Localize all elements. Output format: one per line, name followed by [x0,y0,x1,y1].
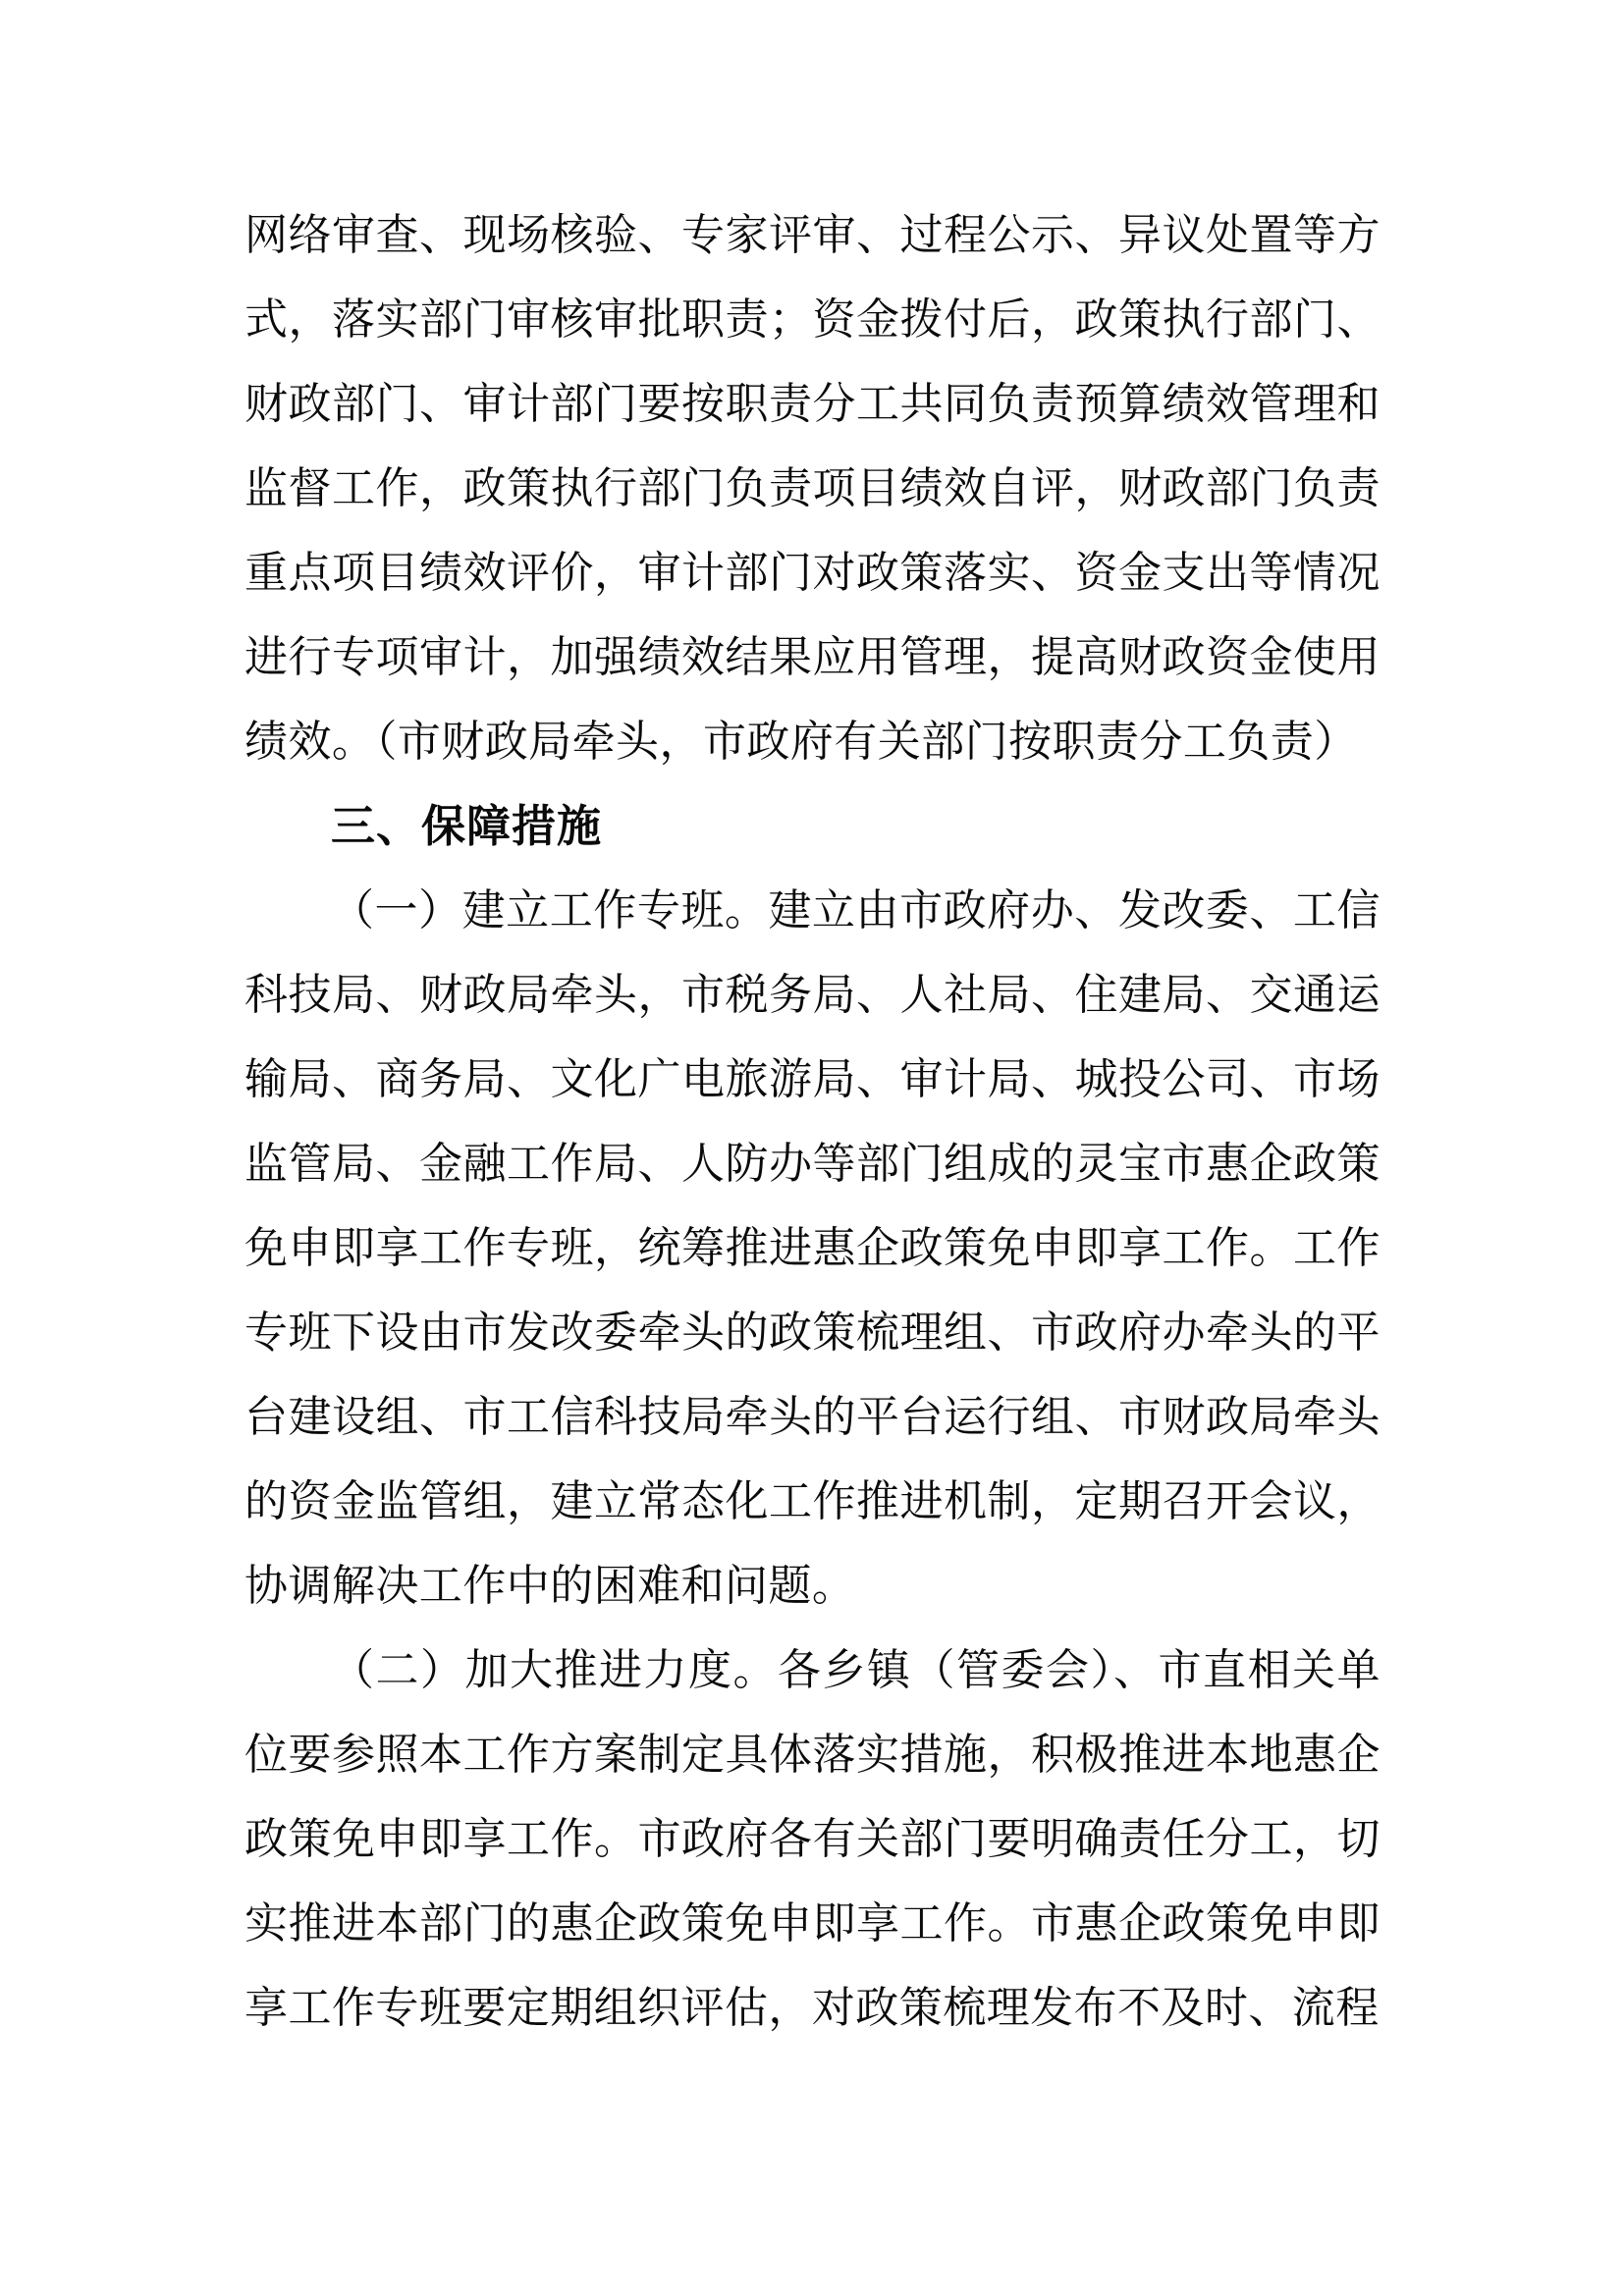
paragraph-text-establish-work-team: 建立由市政府办、发改委、工信科技局、财政局牵头，市税务局、人社局、住建局、交通运输局、商务局、文化广电旅游局、审计局、城投公司、市场监管局、金融工作局、人防办等部门组成的灵宝市惠企政策免申即享工作专班，统筹推进惠企政策免申即享工作。工作专班下设由市发改委牵头的政策梳理组、市政府办牵头的平台建设组、市工信科技局牵头的平台运行组、市财政局牵头的资金监管组，建立常态化工作推进机制，定期召开会议，协调解决工作中的困难和问题。 [244,886,1380,1610]
paragraph-lead-increase-promotion: （二）加大推进力度。 [331,1646,779,1694]
document-body [244,193,1380,2051]
paragraph-lead-establish-work-team: （一）建立工作专班。 [331,886,769,934]
paragraph-increase-promotion [244,1629,1380,2051]
section-heading-safeguard-measures: 三、保障措施 [331,801,603,851]
paragraph-establish-work-team [244,869,1380,1629]
paragraph-performance-supervision: 网络审查、现场核验、专家评审、过程公示、异议处置等方式，落实部门审核审批职责；资金拨付后，政策执行部门、财政部门、审计部门要按职责分工共同负责预算绩效管理和监督工作，政策执行部门负责项目绩效自评，财政部门负责重点项目绩效评价，审计部门对政策落实、资金支出等情况进行专项审计，加强绩效结果应用管理，提高财政资金使用绩效。（市财政局牵头，市政府有关部门按职责分工负责） [244,211,1380,766]
paragraph-text-increase-promotion: 各乡镇（管委会）、市直相关单位要参照本工作方案制定具体落实措施，积极推进本地惠企政策免申即享工作。市政府各有关部门要明确责任分工，切实推进本部门的惠企政策免申即享工作。市惠企政策免申即享工作专班要定期组织评估，对政策梳理发布不及时、流程 [244,1646,1380,2032]
